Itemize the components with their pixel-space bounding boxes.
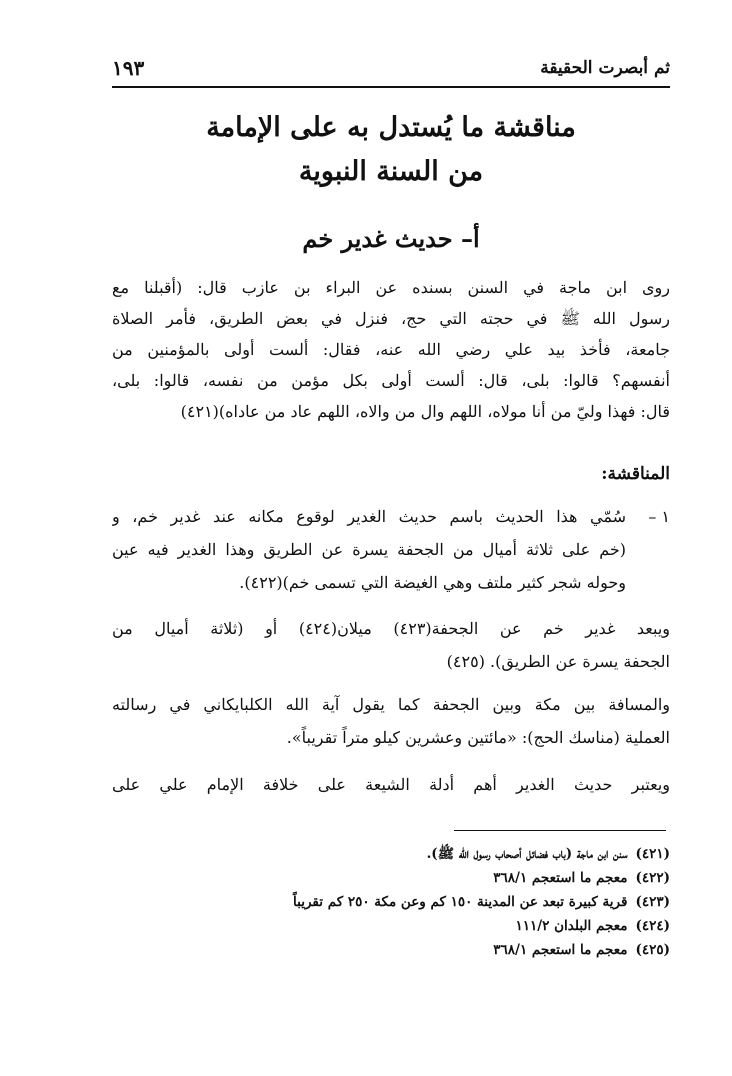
page-number: ١٩٣ <box>112 56 145 80</box>
footnote-number: (٤٢٢) <box>635 870 670 886</box>
narration-line: جامعة، فأخذ بيد علي رضي الله عنه، فقال: ألست أولى بالمؤمنين من <box>112 340 670 359</box>
footnote-number: (٤٢١) <box>635 846 670 862</box>
running-title: ثم أبصرت الحقيقة <box>540 58 670 78</box>
narration-line: أنفسهم؟ قالوا: بلى، قال: ألست أولى بكل مؤمن من نفسه، قالوا: بلى، <box>112 371 670 390</box>
footnote-text: معجم ما استعجم ٣٦٨/١ <box>493 870 628 886</box>
paragraph-line: العملية (مناسك الحج): «مائتين وعشرين كيلو متراً تقريباً». <box>286 728 670 747</box>
chapter-title-line-2: من السنة النبوية <box>298 156 484 187</box>
footnotes <box>150 842 670 962</box>
footnote <box>150 842 670 866</box>
section-title: أ– حديث غدير خم <box>302 224 480 253</box>
footnote-number: (٤٢٤) <box>635 918 670 934</box>
narration-line: قال: فهذا وليّ من أنا مولاه، اللهم وال من والاه، اللهم عاد من عاداه)(٤٢١) <box>180 402 670 421</box>
item-body <box>112 500 626 599</box>
paragraph-distance <box>112 612 670 678</box>
paragraph-line: ويبعد غدير خم عن الجحفة(٤٢٣) ميلان(٤٢٤) أو (ثلاثة أميال من <box>112 619 670 638</box>
page-header <box>112 52 670 88</box>
discussion-heading: المناقشة: <box>601 464 670 484</box>
footnote-text: سنن ابن ماجة (باب فضائل أصحاب رسول الله ﷺ). <box>426 846 628 862</box>
paragraph-line: الجحفة يسرة عن الطريق). (٤٢٥) <box>446 652 670 671</box>
paragraph-importance <box>112 768 670 801</box>
footnote-number: (٤٢٣) <box>635 894 670 910</box>
footnote <box>150 890 670 914</box>
hadith-narration <box>112 272 670 427</box>
chapter-title <box>112 106 670 194</box>
item-line: (خم على ثلاثة أميال من الجحفة يسرة عن الطريق وهذا الغدير فيه عين <box>112 540 626 559</box>
paragraph-mecca-juhfa <box>112 688 670 754</box>
narration-line: رسول الله ﷺ في حجته التي حج، فنزل في بعض الطريق، فأمر الصلاة <box>112 309 670 328</box>
footnote-text: معجم البلدان ١١١/٢ <box>515 918 628 934</box>
footnote <box>150 914 670 938</box>
item-line: سُمّي هذا الحديث باسم حديث الغدير لوقوع مكانه عند غدير خم، و <box>112 507 626 526</box>
narration-line: روى ابن ماجة في السنن بسنده عن البراء بن عازب قال: (أقبلنا مع <box>112 278 670 297</box>
chapter-title-line-1: مناقشة ما يُستدل به على الإمامة <box>206 112 576 143</box>
item-line: وحوله شجر كثير ملتف وهي الغيضة التي تسمى خم)(٤٢٢). <box>239 573 626 592</box>
footnote <box>150 938 670 962</box>
footnote <box>150 866 670 890</box>
item-number: ١ – <box>648 507 670 526</box>
discussion-item-1 <box>112 500 670 599</box>
footnote-text: قرية كبيرة تبعد عن المدينة ١٥٠ كم وعن مكة ٢٥٠ كم تقريباً <box>293 894 628 910</box>
paragraph-line: ويعتبر حديث الغدير أهم أدلة الشيعة على خلافة الإمام علي على <box>112 775 670 794</box>
paragraph-line: والمسافة بين مكة وبين الجحفة كما يقول آية الله الكلبايكاني في رسالته <box>112 695 670 714</box>
footnote-text: معجم ما استعجم ٣٦٨/١ <box>493 942 628 958</box>
footnote-divider <box>454 830 666 831</box>
footnote-number: (٤٢٥) <box>635 942 670 958</box>
